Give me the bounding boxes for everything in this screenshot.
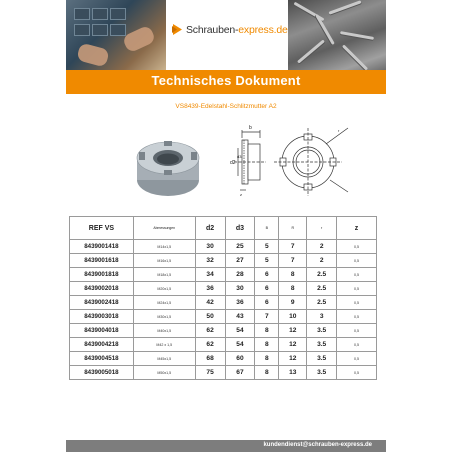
dim-label-z: z — [240, 192, 242, 197]
dim-label-b: b — [249, 125, 252, 131]
cell-r-big: 8 — [279, 282, 307, 296]
brand-name: Schrauben-express.de — [186, 24, 288, 36]
cell-r-big: 7 — [279, 240, 307, 254]
cell-d3: 54 — [225, 338, 255, 352]
cell-d3: 25 — [225, 240, 255, 254]
cell-r-small: 3 — [307, 310, 337, 324]
cell-d3: 60 — [225, 352, 255, 366]
cell-r-big: 12 — [279, 338, 307, 352]
cell-b: 8 — [255, 338, 279, 352]
header-d3: d3 — [225, 217, 255, 240]
footer-email-link[interactable]: kundendienst@schrauben-express.de — [263, 442, 372, 448]
cell-r-big: 8 — [279, 268, 307, 282]
cell-d2: 36 — [195, 282, 225, 296]
table-row — [70, 352, 377, 366]
cell-b: 8 — [255, 324, 279, 338]
cell-r-big: 12 — [279, 324, 307, 338]
cell-r-small: 2 — [307, 240, 337, 254]
cell-ref: 8439001818 — [70, 268, 134, 282]
cell-dimension: M50x1,5 — [133, 366, 195, 380]
document-page — [66, 0, 386, 452]
cell-dimension: M16x1,5 — [133, 254, 195, 268]
cell-ref: 8439002418 — [70, 296, 134, 310]
header-b: B — [255, 217, 279, 240]
cell-d2: 68 — [195, 352, 225, 366]
table-row — [70, 366, 377, 380]
brand-logo-icon — [171, 23, 184, 36]
table-row — [70, 268, 377, 282]
cell-z: 0,5 — [337, 254, 377, 268]
cell-dimension: M45x1,5 — [133, 352, 195, 366]
table-header-row — [70, 217, 377, 240]
cell-ref: 8439004018 — [70, 324, 134, 338]
dim-label-r: r — [338, 128, 340, 133]
cell-r-big: 10 — [279, 310, 307, 324]
cell-b: 5 — [255, 254, 279, 268]
cell-z: 0,5 — [337, 352, 377, 366]
cell-z: 0,5 — [337, 282, 377, 296]
cell-d3: 54 — [225, 324, 255, 338]
cell-b: 6 — [255, 268, 279, 282]
cell-z: 0,5 — [337, 268, 377, 282]
header-ref: REF VS — [70, 217, 134, 240]
document-title: Technisches Dokument — [151, 73, 301, 88]
cell-d2: 32 — [195, 254, 225, 268]
cell-r-big: 7 — [279, 254, 307, 268]
product-title: VS8439-Edelstahl-Schlitzmutter A2 — [175, 103, 277, 110]
cell-d3: 67 — [225, 366, 255, 380]
cell-b: 6 — [255, 282, 279, 296]
cell-d2: 62 — [195, 338, 225, 352]
cell-z: 0,5 — [337, 324, 377, 338]
dim-label-d3: d3 — [237, 154, 242, 159]
cell-b: 7 — [255, 310, 279, 324]
cell-r-small: 2.5 — [307, 268, 337, 282]
cell-b: 6 — [255, 296, 279, 310]
cell-ref: 8439002018 — [70, 282, 134, 296]
table-row — [70, 310, 377, 324]
cell-r-big: 12 — [279, 352, 307, 366]
cell-d2: 50 — [195, 310, 225, 324]
cell-d2: 30 — [195, 240, 225, 254]
cell-dimension: M24x1,5 — [133, 296, 195, 310]
header-z: z — [337, 217, 377, 240]
cell-d3: 43 — [225, 310, 255, 324]
cell-ref: 8439001418 — [70, 240, 134, 254]
cell-z: 0,5 — [337, 366, 377, 380]
header-banner — [66, 0, 386, 70]
cell-dimension: M30x1,5 — [133, 310, 195, 324]
brand-logo — [166, 0, 288, 70]
cell-ref: 8439001618 — [70, 254, 134, 268]
cell-d2: 75 — [195, 366, 225, 380]
cell-d3: 36 — [225, 296, 255, 310]
table-row — [70, 240, 377, 254]
dim-label-d2: d2 — [230, 160, 236, 166]
cell-ref: 8439004518 — [70, 352, 134, 366]
cell-r-small: 2.5 — [307, 282, 337, 296]
technical-drawing — [94, 118, 364, 204]
screws-photo — [288, 0, 386, 70]
section-view — [234, 130, 266, 190]
specification-table — [69, 216, 377, 380]
cell-dimension: M42 x 1,5 — [133, 338, 195, 352]
cell-d3: 30 — [225, 282, 255, 296]
cell-r-small: 3.5 — [307, 352, 337, 366]
table-row — [70, 254, 377, 268]
cell-dimension: M14x1,5 — [133, 240, 195, 254]
cell-d3: 27 — [225, 254, 255, 268]
cell-z: 0,5 — [337, 310, 377, 324]
cell-d2: 34 — [195, 268, 225, 282]
cell-r-small: 2.5 — [307, 296, 337, 310]
cell-r-small: 3.5 — [307, 324, 337, 338]
header-r-big: R — [279, 217, 307, 240]
table-row — [70, 324, 377, 338]
cell-ref: 8439004218 — [70, 338, 134, 352]
cell-r-big: 13 — [279, 366, 307, 380]
cell-z: 0,5 — [337, 296, 377, 310]
header-d2: d2 — [195, 217, 225, 240]
cell-b: 5 — [255, 240, 279, 254]
table-row — [70, 338, 377, 352]
cell-ref: 8439005018 — [70, 366, 134, 380]
cell-r-small: 3.5 — [307, 366, 337, 380]
workshop-photo — [66, 0, 166, 70]
cell-z: 0,5 — [337, 338, 377, 352]
cell-r-big: 9 — [279, 296, 307, 310]
table-row — [70, 282, 377, 296]
cell-r-small: 3.5 — [307, 338, 337, 352]
cell-d2: 62 — [195, 324, 225, 338]
header-dimensions: Abmessungen — [133, 217, 195, 240]
table-row — [70, 296, 377, 310]
nut-render — [137, 141, 199, 196]
cell-dimension: M40x1,5 — [133, 324, 195, 338]
cell-d3: 28 — [225, 268, 255, 282]
cell-dimension: M20x1,5 — [133, 282, 195, 296]
cell-z: 0,5 — [337, 240, 377, 254]
front-view — [274, 128, 348, 196]
cell-b: 8 — [255, 352, 279, 366]
cell-r-small: 2 — [307, 254, 337, 268]
cell-dimension: M18x1,5 — [133, 268, 195, 282]
header-r-small: r — [307, 217, 337, 240]
cell-d2: 42 — [195, 296, 225, 310]
cell-b: 8 — [255, 366, 279, 380]
cell-ref: 8439003018 — [70, 310, 134, 324]
